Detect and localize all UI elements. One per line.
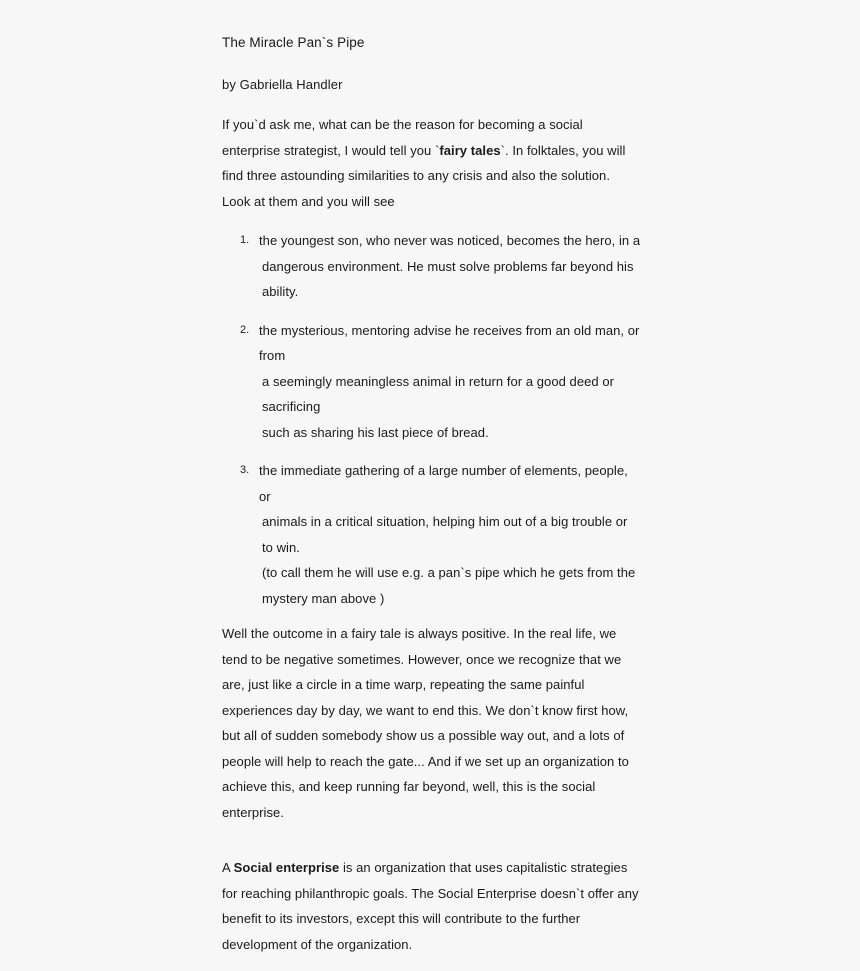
author-byline: by Gabriella Handler <box>222 77 343 92</box>
list-item-text <box>259 318 642 446</box>
list-item-line: mystery man above ) <box>262 590 385 606</box>
list-item-line: a seemingly meaningless animal in return for a good deed or sacrificing <box>262 373 614 414</box>
list-item-line: the youngest son, who never was noticed, becomes the hero, in a <box>259 233 641 248</box>
list-item-line: (to call them he will use e.g. a pan`s pipe which he gets from the <box>262 565 636 580</box>
social-enterprise-bold-term: Social enterprise <box>233 860 340 875</box>
list-item-line: the immediate gathering of a large number of elements, people, or <box>259 463 628 504</box>
list-item <box>222 318 642 446</box>
page-title: The Miracle Pan`s Pipe <box>222 35 365 50</box>
list-item <box>222 228 642 305</box>
definition-text-before-bold: A <box>222 860 234 875</box>
definition-text-after-bold: is an organization that uses capitalistic strategies for reaching philanthropic goals. The Social Enterprise doesn`t offer any benefit to its investors, except this will contribute to the further development of the organization. <box>222 860 639 952</box>
similarities-list <box>222 228 642 611</box>
document-content <box>222 30 642 971</box>
list-item-line: animals in a critical situation, helping him out of a big trouble or to win. <box>262 514 628 555</box>
intro-paragraph <box>222 112 642 214</box>
intro-text-after-bold: `. In folktales, you will find three astounding similarities to any crisis and also the solution. Look at them and you will see <box>222 142 626 209</box>
fairy-tales-bold-term: fairy tales <box>439 142 501 158</box>
body-paragraph: Well the outcome in a fairy tale is always positive. In the real life, we tend to be negative sometimes. However, once we recognize that we are, just like a circle in a time warp, repeating the same painful experiences day by day, we want to end this. We don`t know first how, but all of sudden somebody show us a possible way out, and a lots of people will help to reach the gate... And if we set up an organization to achieve this, and keep running far beyond, well, this is the social enterprise. <box>222 626 629 820</box>
list-item-text <box>259 228 642 305</box>
paragraph-spacer <box>222 825 642 855</box>
list-item-line: such as sharing his last piece of bread. <box>262 424 489 440</box>
list-item <box>222 458 642 611</box>
list-item-number: 1. <box>240 234 250 246</box>
intro-text-before-bold: If you`d ask me, what can be the reason for becoming a social enterprise strategist, I would tell you ` <box>222 117 583 158</box>
list-item-number: 3. <box>240 464 250 476</box>
definition-paragraph <box>222 855 642 957</box>
list-item-line: dangerous environment. He must solve problems far beyond his ability. <box>262 258 634 299</box>
list-item-line: the mysterious, mentoring advise he receives from an old man, or from <box>259 322 640 363</box>
list-item-number: 2. <box>240 323 250 336</box>
list-item-text <box>259 458 642 611</box>
